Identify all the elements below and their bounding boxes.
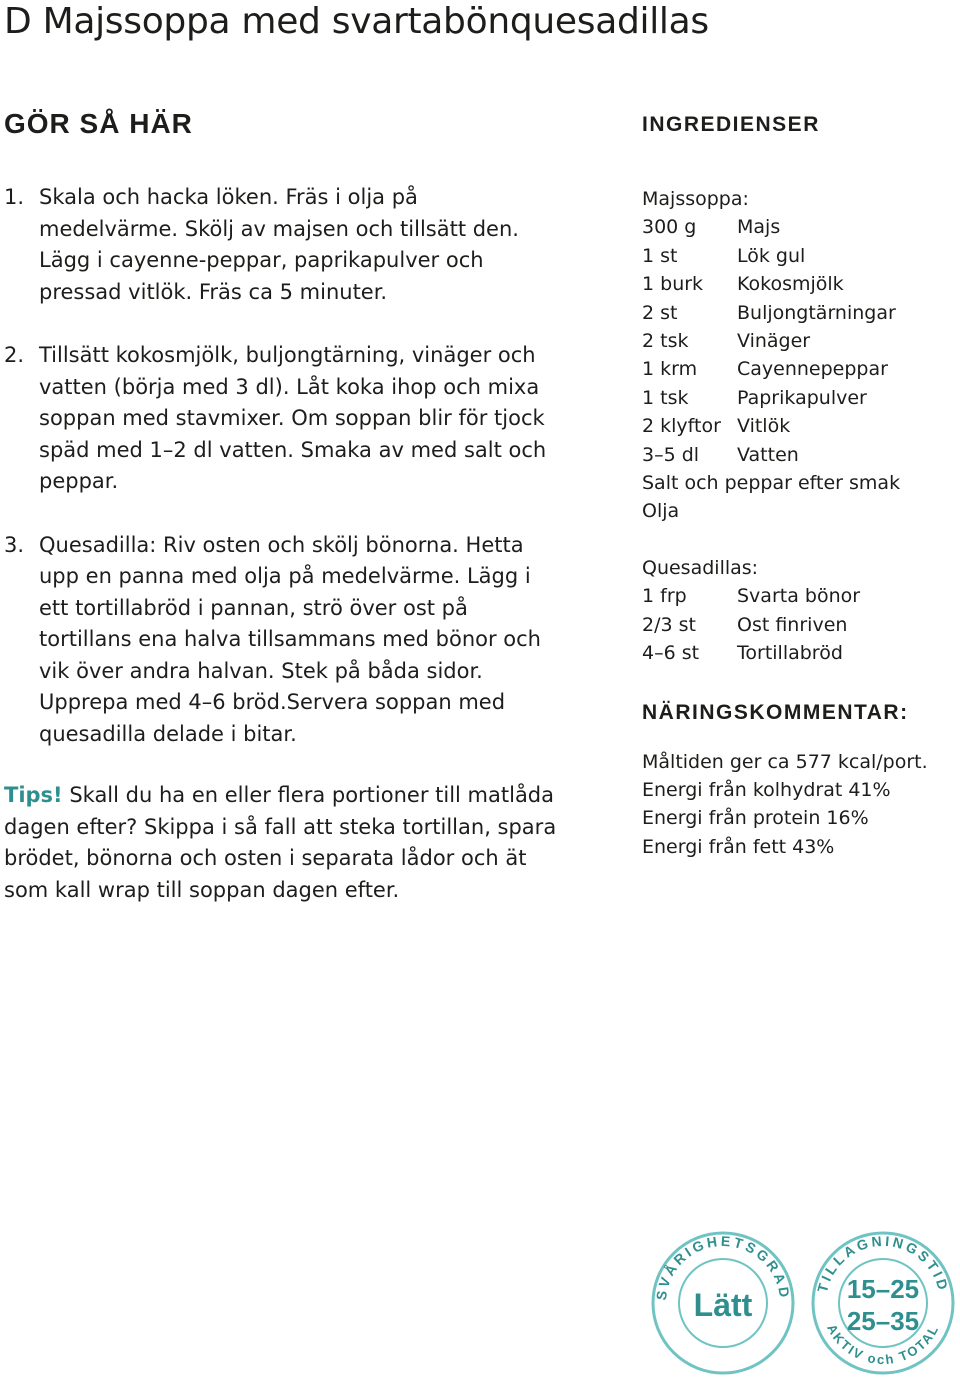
ingredient-name: Vitlök [737,415,791,438]
soup-ingredient-list [642,213,952,469]
time-total: 25–35 [846,1306,920,1336]
ingredient-name: Vinäger [737,330,811,353]
ingredient-qty: 1 st [642,244,678,267]
ingredient-row [642,611,952,639]
ingredient-row [642,582,952,610]
tips-label: Tips! [4,783,63,807]
method-step [4,530,560,751]
ingredient-name: Majs [737,216,781,239]
ingredient-extra: Olja [642,500,680,523]
nutrition-line: Måltiden ger ca 577 kcal/port. [642,750,928,773]
ingredient-row [642,242,952,270]
ingredient-qty: 2 st [642,301,678,324]
nutrition-heading: NÄRINGSKOMMENTAR: [642,700,909,724]
ingredient-qty: 2 klyftor [642,415,721,438]
ingredient-row [642,384,952,412]
step-text: Skala och hacka löken. Fräs i olja på medelvärme. Skölj av majsen och tillsätt den. Lägg i cayenne-peppar, paprikapulver och pressad vitlök. Fräs ca 5 minuter. [39,185,519,304]
ingredient-row [642,639,952,667]
nutrition-list [642,748,952,862]
quesadilla-ingredient-list [642,582,952,667]
ingredient-qty: 1 burk [642,273,704,296]
page-title: D Majssoppa med svartabönquesadillas [4,1,709,42]
ingredient-qty: 1 frp [642,585,687,608]
ingredient-name: Kokosmjölk [737,273,844,296]
ingredient-row [642,270,952,298]
time-badge [808,1228,958,1378]
ingredient-qty: 2 tsk [642,330,689,353]
ingredient-row [642,299,952,327]
ingredient-name: Paprikapulver [737,386,867,409]
step-text: Tillsätt kokosmjölk, buljongtärning, vinäger och vatten (börja med 3 dl). Låt koka ihop och mixa soppan med stavmixer. Om soppan blir för tjock späd med 1–2 dl vatten. Smaka av med salt och peppar. [39,343,547,493]
ingredient-qty: 300 g [642,216,697,239]
method-steps [4,182,560,750]
quesadilla-group-title: Quesadillas: [642,556,759,579]
step-number: 1. [4,185,25,209]
recipe-badges [648,1228,960,1380]
method-column [4,106,560,906]
time-ring-label: TILLAGNINGSTID [813,1232,953,1295]
time-active: 15–25 [846,1274,920,1304]
soup-ingredients [642,185,952,526]
ingredient-name: Cayennepeppar [737,358,888,381]
ingredient-name: Vatten [737,443,799,466]
ingredient-name: Lök gul [737,244,806,267]
ingredient-row [642,327,952,355]
nutrition-line: Energi från protein 16% [642,807,869,830]
method-heading: GÖR SÅ HÄR [4,108,193,139]
ingredients-heading: INGREDIENSER [642,113,820,136]
ingredient-row [642,412,952,440]
ingredient-qty: 1 tsk [642,386,689,409]
nutrition-line: Energi från fett 43% [642,835,835,858]
tips-paragraph [4,780,560,906]
method-step [4,182,560,308]
step-number: 2. [4,343,25,367]
ingredient-name: Ost finriven [737,613,848,636]
ingredient-row [642,213,952,241]
method-step [4,340,560,498]
quesadilla-ingredients [642,554,952,668]
time-ring-bottom-label: AKTIV och TOTAL [824,1321,942,1368]
ingredient-qty: 3–5 dl [642,443,700,466]
difficulty-ring-label: SVÅRIGHETSGRAD [652,1232,794,1302]
nutrition-line: Energi från kolhydrat 41% [642,778,891,801]
ingredient-name: Svarta bönor [737,585,861,608]
ingredients-column [642,110,952,861]
ingredient-row [642,441,952,469]
ingredient-name: Tortillabröd [737,642,843,665]
ingredient-qty: 1 krm [642,358,698,381]
ingredient-qty: 2/3 st [642,613,696,636]
step-number: 3. [4,532,25,557]
ingredient-name: Buljongtärningar [737,301,896,324]
soup-group-title: Majssoppa: [642,188,749,210]
difficulty-badge [648,1228,798,1378]
ingredient-row [642,355,952,383]
ingredient-qty: 4–6 st [642,642,700,665]
step-text: Quesadilla: Riv osten och skölj bönorna. Hetta upp en panna med olja på medelvärme. Lägg i ett tortillabröd i pannan, strö över ost på tortillans ena halva tillsammans med bönor och vik över andra halvan. Stek på båda sidor. Upprepa med 4–6 bröd.Servera soppan med quesadilla delade i bitar. [39,532,541,746]
tips-text: Skall du ha en eller flera portioner till matlåda dagen efter? Skippa i så fall att steka tortillan, spara brödet, bönorna och osten i separata lådor och ät som kall wrap till soppan dagen efter. [4,783,557,902]
difficulty-value: Lätt [693,1287,753,1323]
ingredient-extra: Salt och peppar efter smak [642,472,901,495]
